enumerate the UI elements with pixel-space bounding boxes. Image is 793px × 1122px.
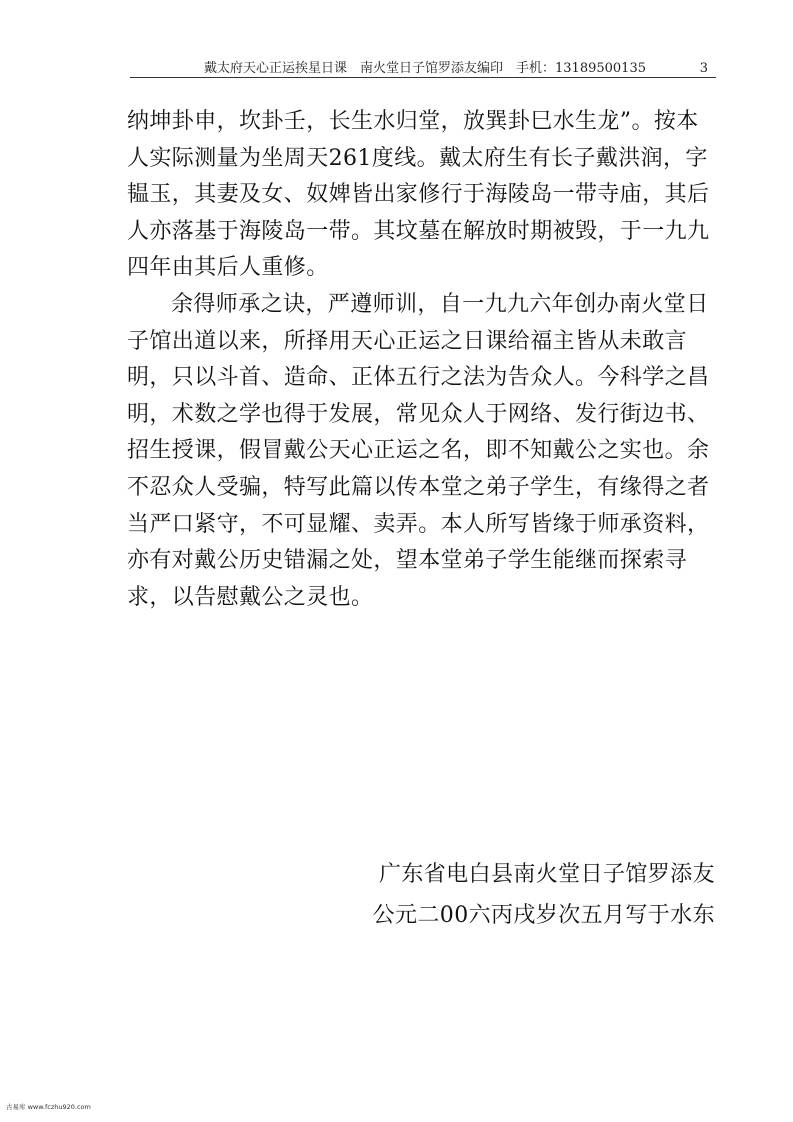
header-divider bbox=[130, 77, 716, 78]
paragraph-continued: 纳坤卦申，坎卦壬，长生水归堂，放巽卦巳水生龙”。按本人实际测量为坐周天261度线。戴太府生有长子戴洪润，字韫玉，其妻及女、奴婢皆出家修行于海陵岛一带寺庙，其后人亦落基于海陵岛一带。其坟墓在解放时期被毁，于一九九四年由其后人重修。 bbox=[127, 109, 710, 281]
page-number: 3 bbox=[699, 61, 708, 76]
signature-author: 广东省电白县南火堂日子馆罗添友 bbox=[378, 862, 715, 887]
site-watermark: 古易库 www.fczhu920.com bbox=[6, 1103, 91, 1111]
document-body bbox=[127, 104, 719, 616]
header-title: 戴太府天心正运挨星日课 南火堂日子馆罗添友编印 手机：13189500135 bbox=[204, 61, 646, 76]
signature-date: 公元二00六丙戌岁次五月写于水东 bbox=[372, 903, 715, 928]
paragraph: 余得师承之诀，严遵师训，自一九九六年创办南火堂日子馆出道以来，所择用天心正运之日课给福主皆从未敢言明，只以斗首、造命、正体五行之法为告众人。今科学之昌明，术数之学也得于发展，常见众人于网络、发行街边书、招生授课，假冒戴公天心正运之名，即不知戴公之实也。余不忍众人受骗，特写此篇以传本堂之弟子学生，有缘得之者当严口紧守，不可显耀、卖弄。本人所写皆缘于师承资料，亦有对戴公历史错漏之处，望本堂弟子学生能继而探索寻求，以告慰戴公之灵也。 bbox=[127, 291, 710, 610]
signature-block bbox=[373, 854, 715, 936]
